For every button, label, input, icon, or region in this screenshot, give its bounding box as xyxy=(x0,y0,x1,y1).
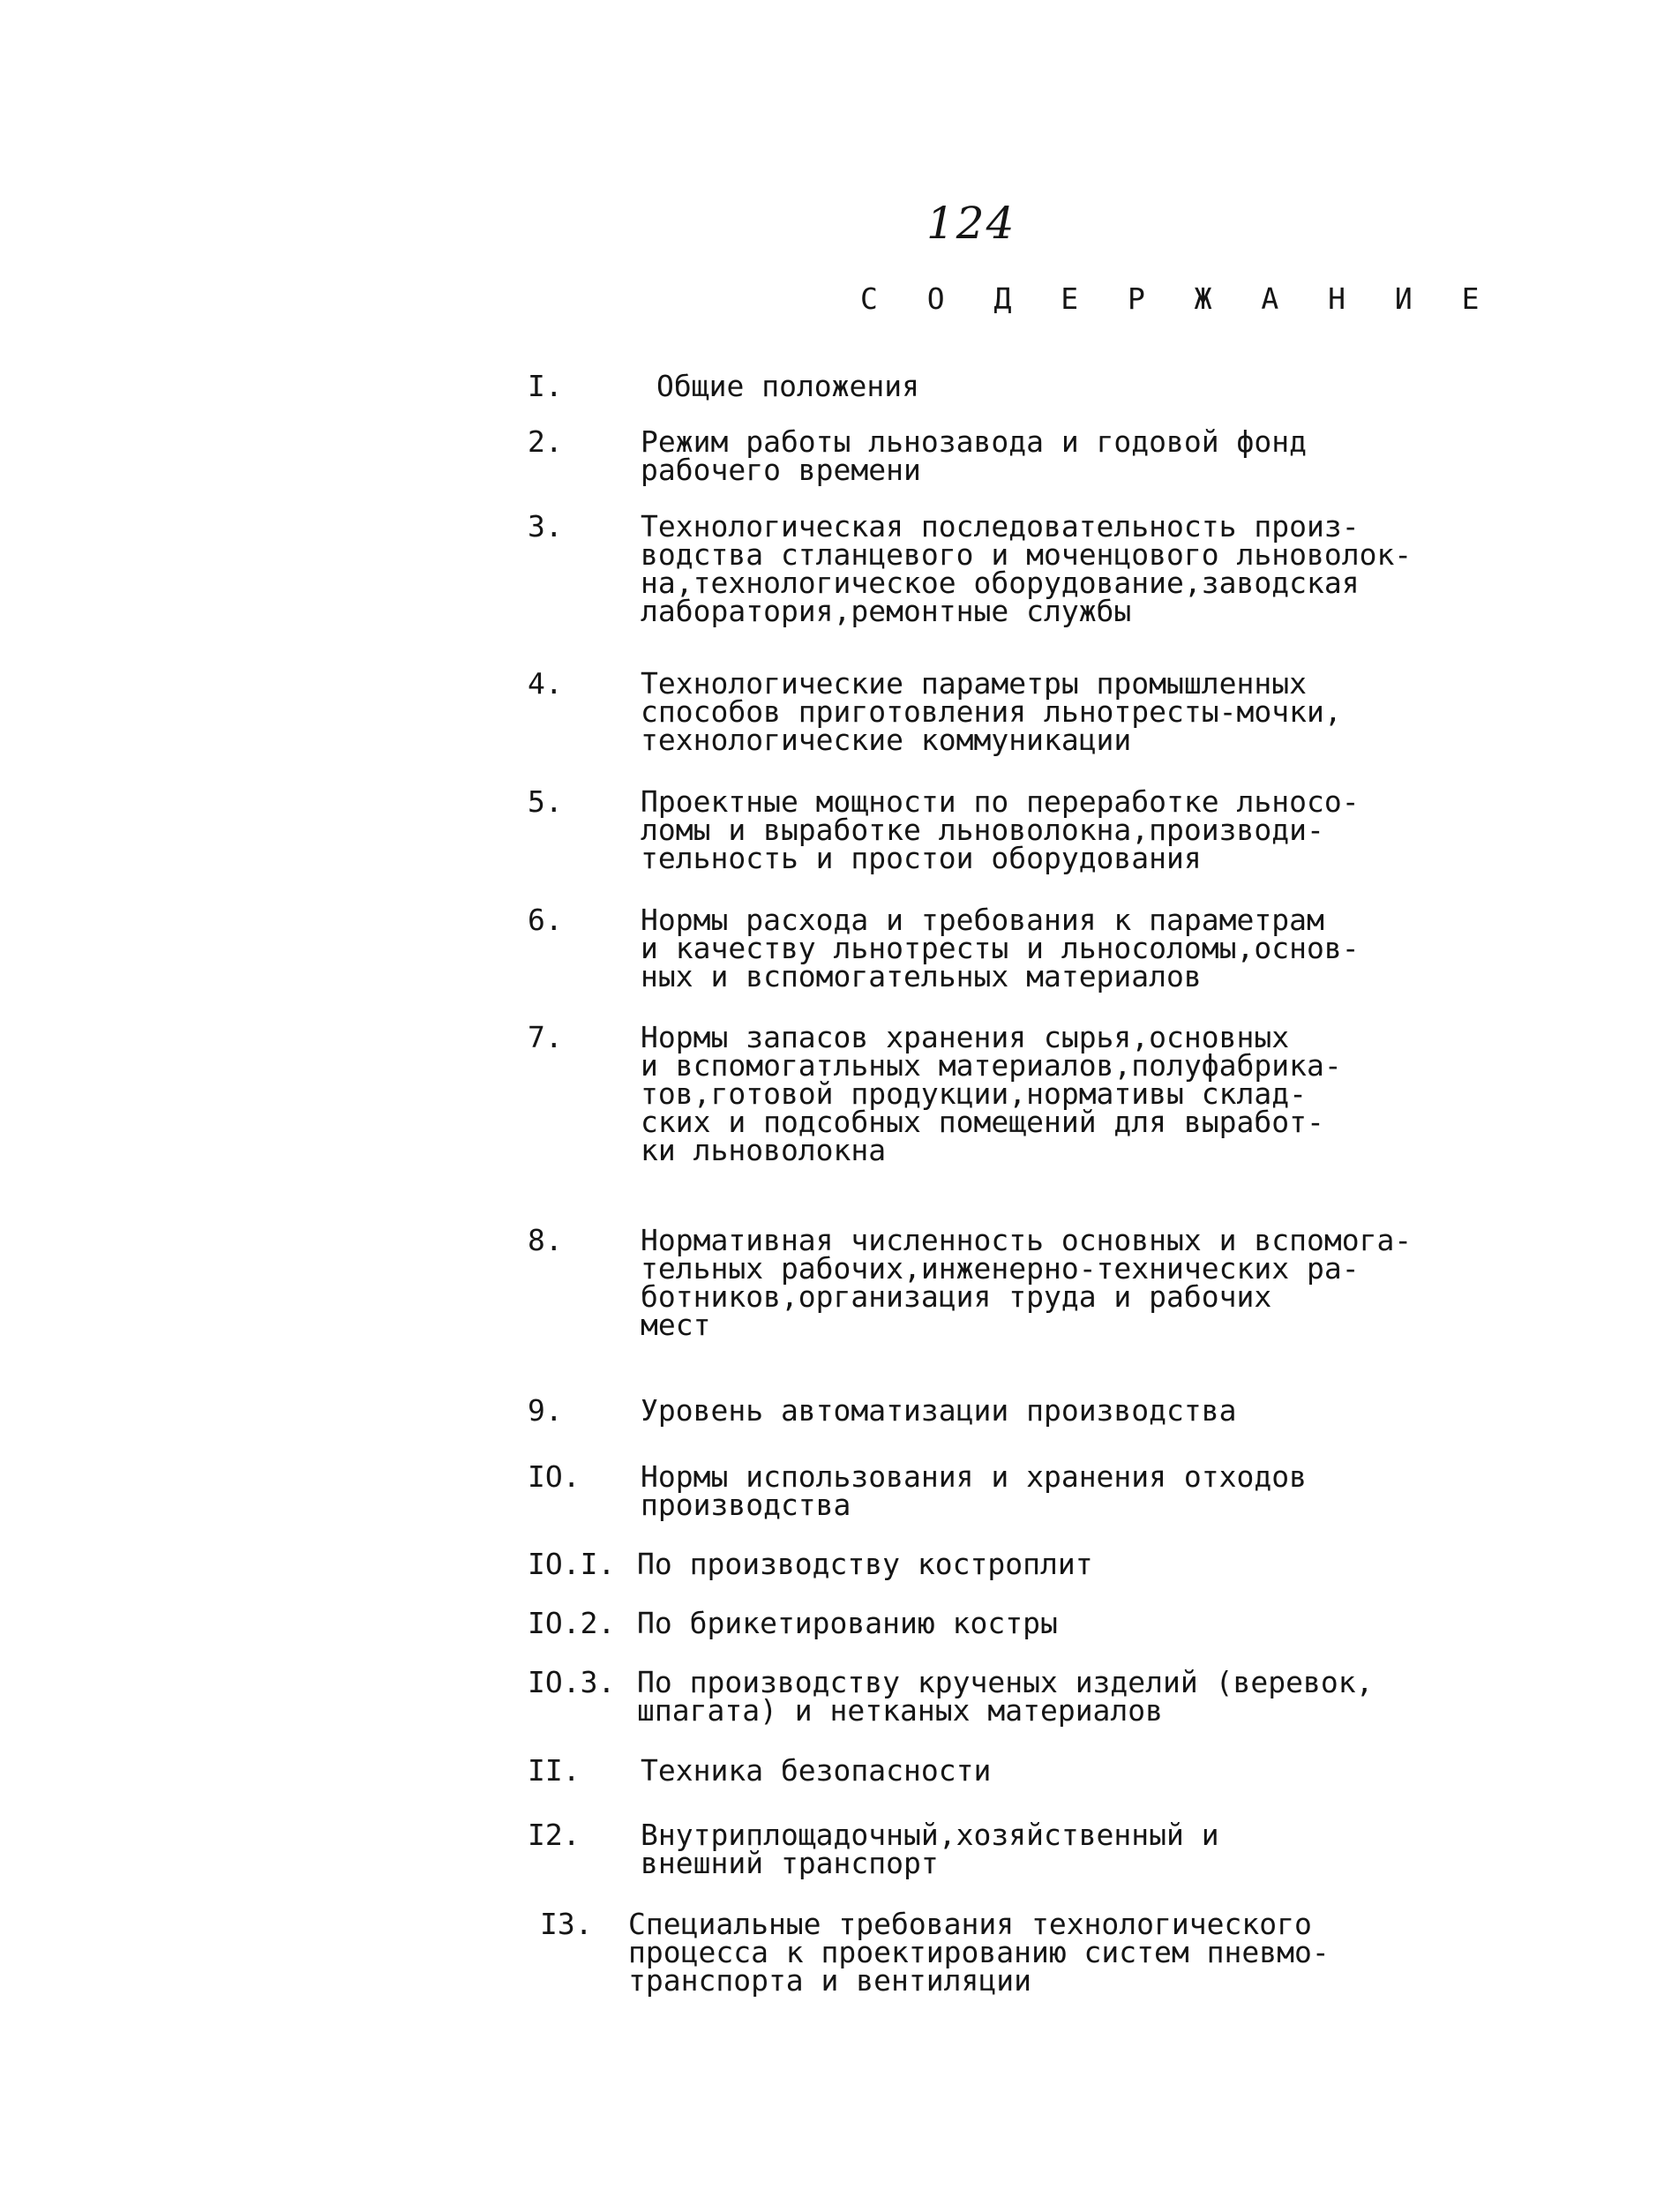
toc-item-number: 3. xyxy=(528,509,563,544)
toc-item-number: IO.I. xyxy=(528,1547,616,1581)
toc-item-number: IO.3. xyxy=(528,1665,616,1699)
toc-item-text: Внутриплощадочный,хозяйственный и внешний транспорт xyxy=(641,1818,1219,1880)
toc-item-number: 6. xyxy=(528,903,563,937)
toc-item-number: IO. xyxy=(528,1459,581,1494)
toc-item-text: Уровень автоматизации производства xyxy=(641,1393,1237,1428)
page-number: 124 xyxy=(926,198,1016,249)
toc-item-number: I. xyxy=(528,369,563,403)
toc-item-text: Режим работы льнозавода и годовой фонд рабочего времени xyxy=(641,424,1307,487)
toc-item-text: По производству костроплит xyxy=(637,1547,1093,1581)
toc-item-number: 7. xyxy=(528,1020,563,1054)
toc-item-text: Нормы расхода и требования к параметрам и качеству льнотресты и льносоломы,основ- ных и вспомогательных материалов xyxy=(641,903,1360,994)
toc-item-text: Технологические параметры промышленных способов приготовления льнотресты-мочки, технологические коммуникации xyxy=(641,666,1342,757)
toc-item-text: Технологическая последовательность произ- водства стланцевого и моченцового льноволок- на,технологическое оборудование,заводская лаборатория,ремонтные службы xyxy=(641,509,1413,628)
toc-item-number: I3. xyxy=(540,1907,593,1941)
toc-item-text: По производству крученых изделий (веревок, шпагата) и нетканых материалов xyxy=(637,1665,1374,1728)
toc-item-number: II. xyxy=(528,1753,581,1788)
toc-item-text: Специальные требования технологического процесса к проектированию систем пневмо- транспорта и вентиляции xyxy=(628,1907,1330,1998)
toc-item-number: 8. xyxy=(528,1223,563,1257)
toc-item-text: По брикетированию костры xyxy=(637,1606,1058,1640)
toc-item-number: 5. xyxy=(528,784,563,819)
toc-item-text: Нормы использования и хранения отходов производства xyxy=(641,1459,1307,1522)
toc-item-text: Техника безопасности xyxy=(641,1753,992,1788)
toc-item-number: 2. xyxy=(528,424,563,459)
toc-item-number: I2. xyxy=(528,1818,581,1852)
toc-item-text: Проектные мощности по переработке льносо- ломы и выработке льноволокна,производи- тельность и простои оборудования xyxy=(641,784,1360,875)
toc-item-number: IO.2. xyxy=(528,1606,616,1640)
document-title: С О Д Е Р Ж А Н И Е xyxy=(860,281,1495,316)
toc-item-number: 9. xyxy=(528,1393,563,1428)
toc-item-number: 4. xyxy=(528,666,563,701)
toc-item-text: Нормативная численность основных и вспомога- тельных рабочих,инженерно-технических ра- ботников,организация труда и рабочих мест xyxy=(641,1223,1413,1342)
toc-item-text: Нормы запасов хранения сырья,основных и вспомогатльных материалов,полуфабрика- тов,готовой продукции,нормативы склад- ских и подсобных помещений для выработ- ки льноволокна xyxy=(641,1020,1342,1167)
toc-item-text: Общие положения xyxy=(656,369,920,403)
